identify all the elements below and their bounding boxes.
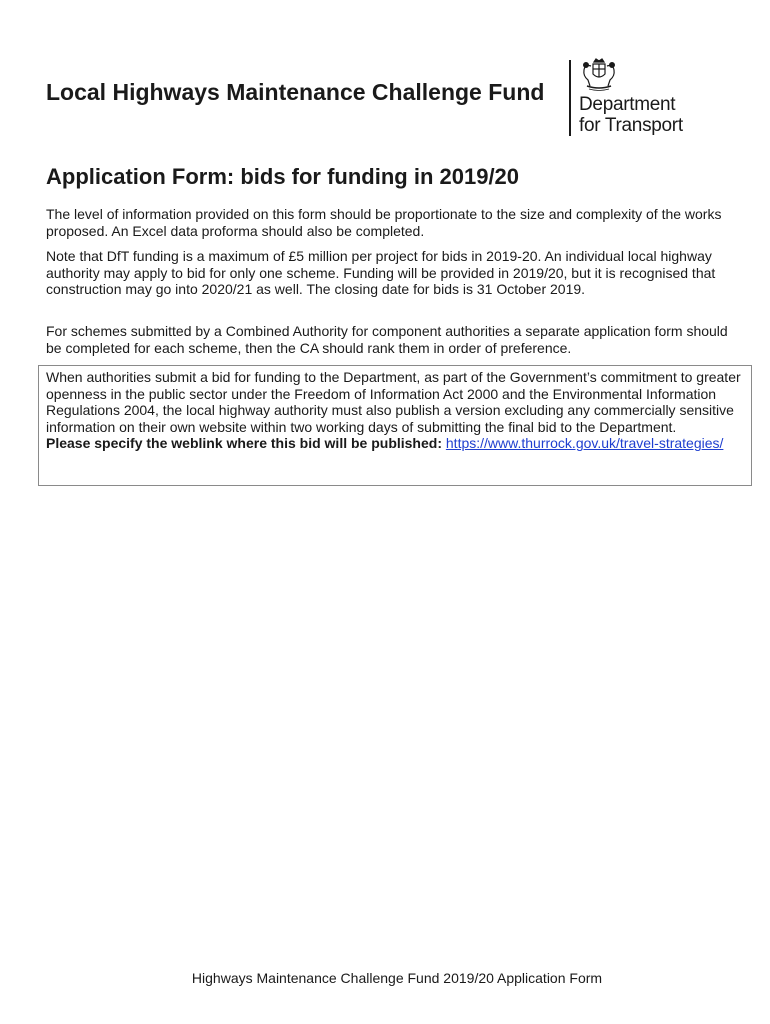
weblink-line [46,435,745,452]
publication-notice-box [38,365,752,486]
logo-line-2: for Transport [579,115,683,136]
royal-coat-of-arms-icon [579,58,619,92]
page-footer: Highways Maintenance Challenge Fund 2019/20 Application Form [191,970,603,986]
document-title: Local Highways Maintenance Challenge Fund [46,79,545,105]
weblink-prompt: Please specify the weblink where this bid will be published: [46,435,442,451]
intro-paragraph: The level of information provided on this form should be proportionate to the size and complexity of the works proposed. An Excel data proforma should also be completed. [46,206,722,239]
logo-divider [569,60,571,136]
logo-wordmark [579,94,683,136]
publication-notice-text: When authorities submit a bid for funding to the Department, as part of the Government’s commitment to greater openness in the public sector under the Freedom of Information Act 2000 and the Environmental Information Regulations 2004, the local highway authority must also publish a version excluding any commercially sensitive information on their own website within two working days of submitting the final bid to the Department. [46,369,741,435]
publication-weblink[interactable]: https://www.thurrock.gov.uk/travel-strategies/ [445,435,724,451]
dft-logo [569,58,729,140]
funding-note-paragraph: Note that DfT funding is a maximum of £5 million per project for bids in 2019-20. An individual local highway authority may apply to bid for only one scheme. Funding will be provided in 2019/20, but it is recognised that construction may go into 2020/21 as well. The closing date for bids is 31 October 2019. [46,248,716,297]
logo-line-1: Department [579,94,676,115]
combined-authority-paragraph: For schemes submitted by a Combined Authority for component authorities a separate application form should be completed for each scheme, then the CA should rank them in order of preference. [46,323,728,356]
form-title: Application Form: bids for funding in 2019/20 [46,164,520,189]
